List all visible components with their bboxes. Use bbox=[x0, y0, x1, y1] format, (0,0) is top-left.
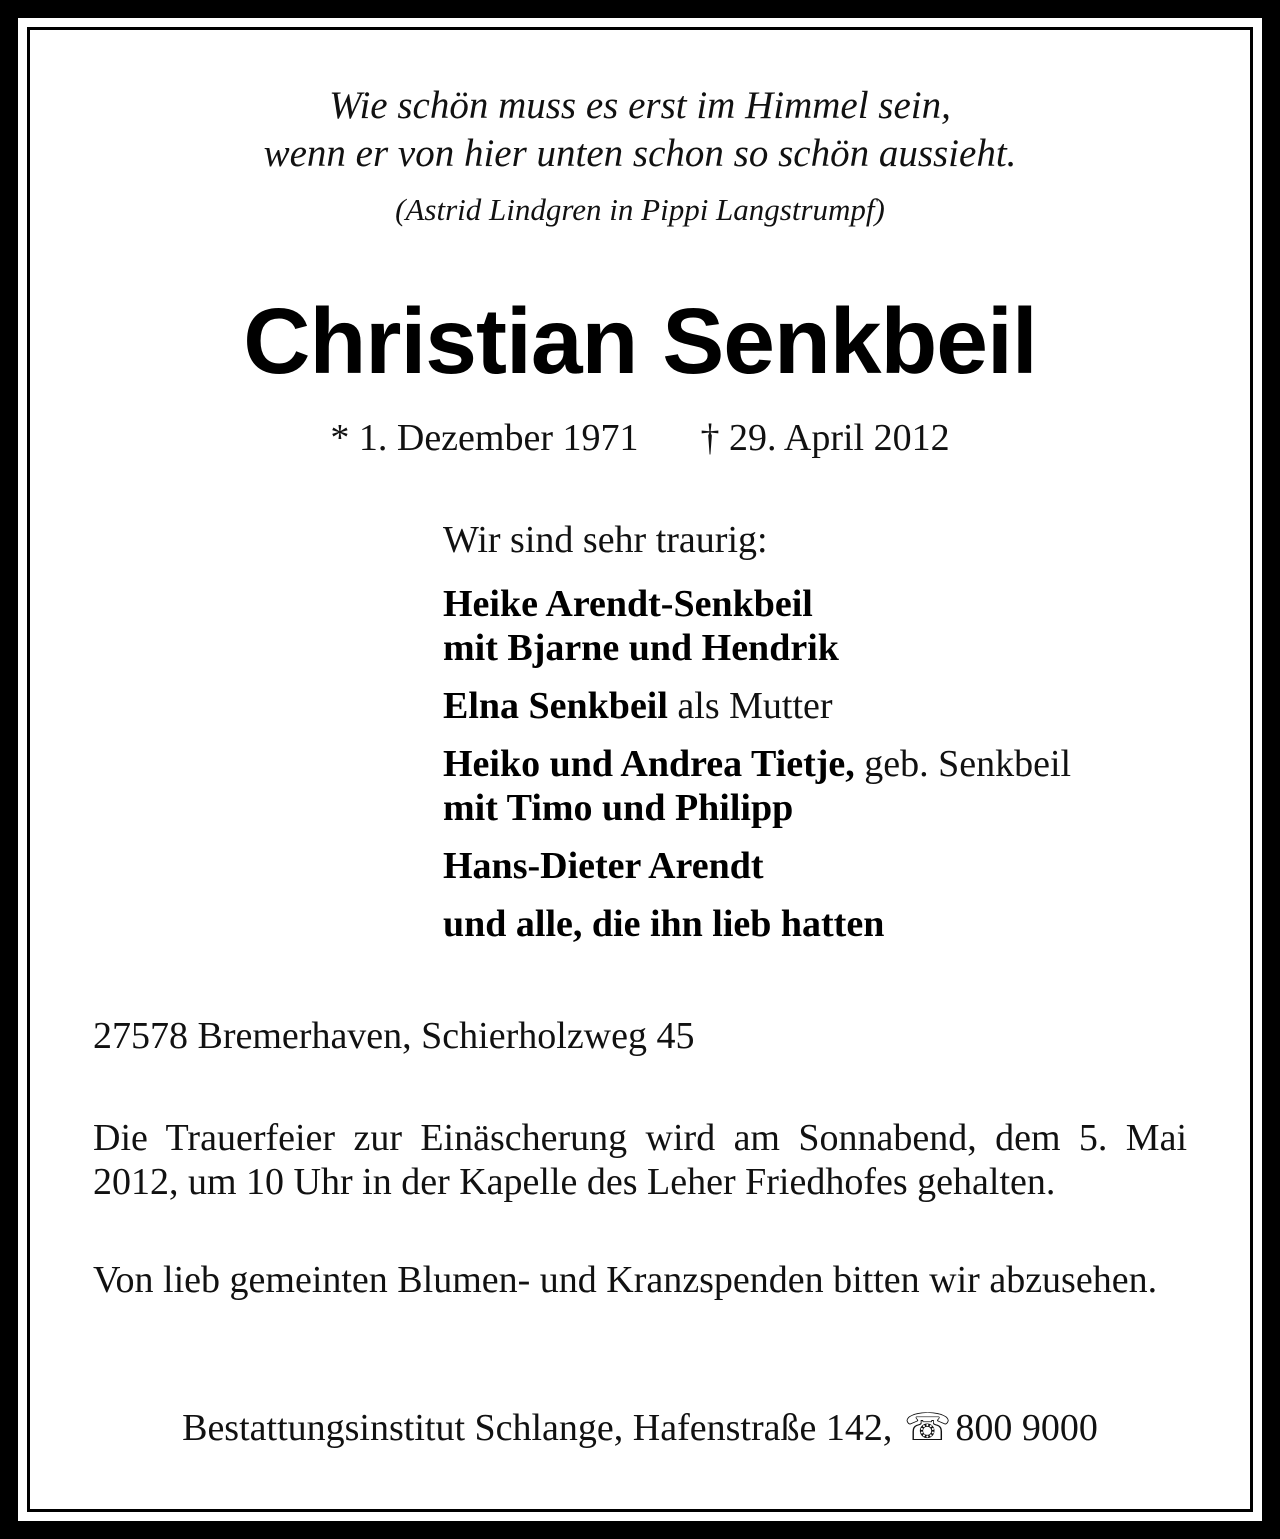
mourner-name: Hans-Dieter Arendt bbox=[443, 845, 764, 887]
motto-source: (Astrid Lindgren in Pippi Langstrumpf) bbox=[395, 192, 885, 227]
funeral-home-phone: 800 9000 bbox=[955, 1407, 1098, 1449]
mourner-closing: und alle, die ihn lieb hatten bbox=[443, 903, 885, 945]
mourner-entry bbox=[443, 684, 1223, 728]
funeral-home-name: Bestattungsinstitut Schlange, Hafenstraße 142, bbox=[182, 1407, 893, 1449]
mourner-name: Heiko und Andrea Tietje, bbox=[443, 743, 855, 785]
mourners-intro: Wir sind sehr traurig: bbox=[443, 519, 768, 561]
mourner-children: mit Timo und Philipp bbox=[443, 787, 794, 829]
death-date: † 29. April 2012 bbox=[700, 417, 950, 459]
mourner-maiden-name: geb. Senkbeil bbox=[854, 743, 1072, 785]
mourner-entry bbox=[443, 582, 1223, 670]
motto-line-1: Wie schön muss es erst im Himmel sein, bbox=[329, 84, 951, 127]
mourner-entry bbox=[443, 902, 1223, 946]
mourners-list bbox=[443, 516, 1223, 960]
mourner-children: mit Bjarne und Hendrik bbox=[443, 627, 839, 669]
birth-date: * 1. Dezember 1971 bbox=[330, 417, 639, 459]
ceremony-notice: Die Trauerfeier zur Einäscherung wird am Sonnabend, dem 5. Mai 2012, um 10 Uhr in der Kapelle des Leher Friedhofes gehalten. bbox=[93, 1117, 1187, 1203]
mourner-relation: als Mutter bbox=[667, 685, 833, 727]
mourner-entry bbox=[443, 742, 1223, 830]
deceased-name: Christian Senkbeil bbox=[243, 289, 1037, 393]
flowers-notice: Von lieb gemeinten Blumen- und Kranzspenden bitten wir abzusehen. bbox=[93, 1259, 1158, 1301]
motto-line-2: wenn er von hier unten schon so schön aussieht. bbox=[263, 132, 1017, 175]
telephone-icon: ☏ bbox=[903, 1407, 952, 1449]
life-dates bbox=[0, 414, 1280, 462]
mourner-name: Elna Senkbeil bbox=[443, 685, 668, 727]
mourner-name: Heike Arendt-Senkbeil bbox=[443, 583, 813, 625]
funeral-home-line bbox=[0, 1404, 1280, 1452]
mourner-entry bbox=[443, 844, 1223, 888]
family-address: 27578 Bremerhaven, Schierholzweg 45 bbox=[93, 1015, 695, 1057]
